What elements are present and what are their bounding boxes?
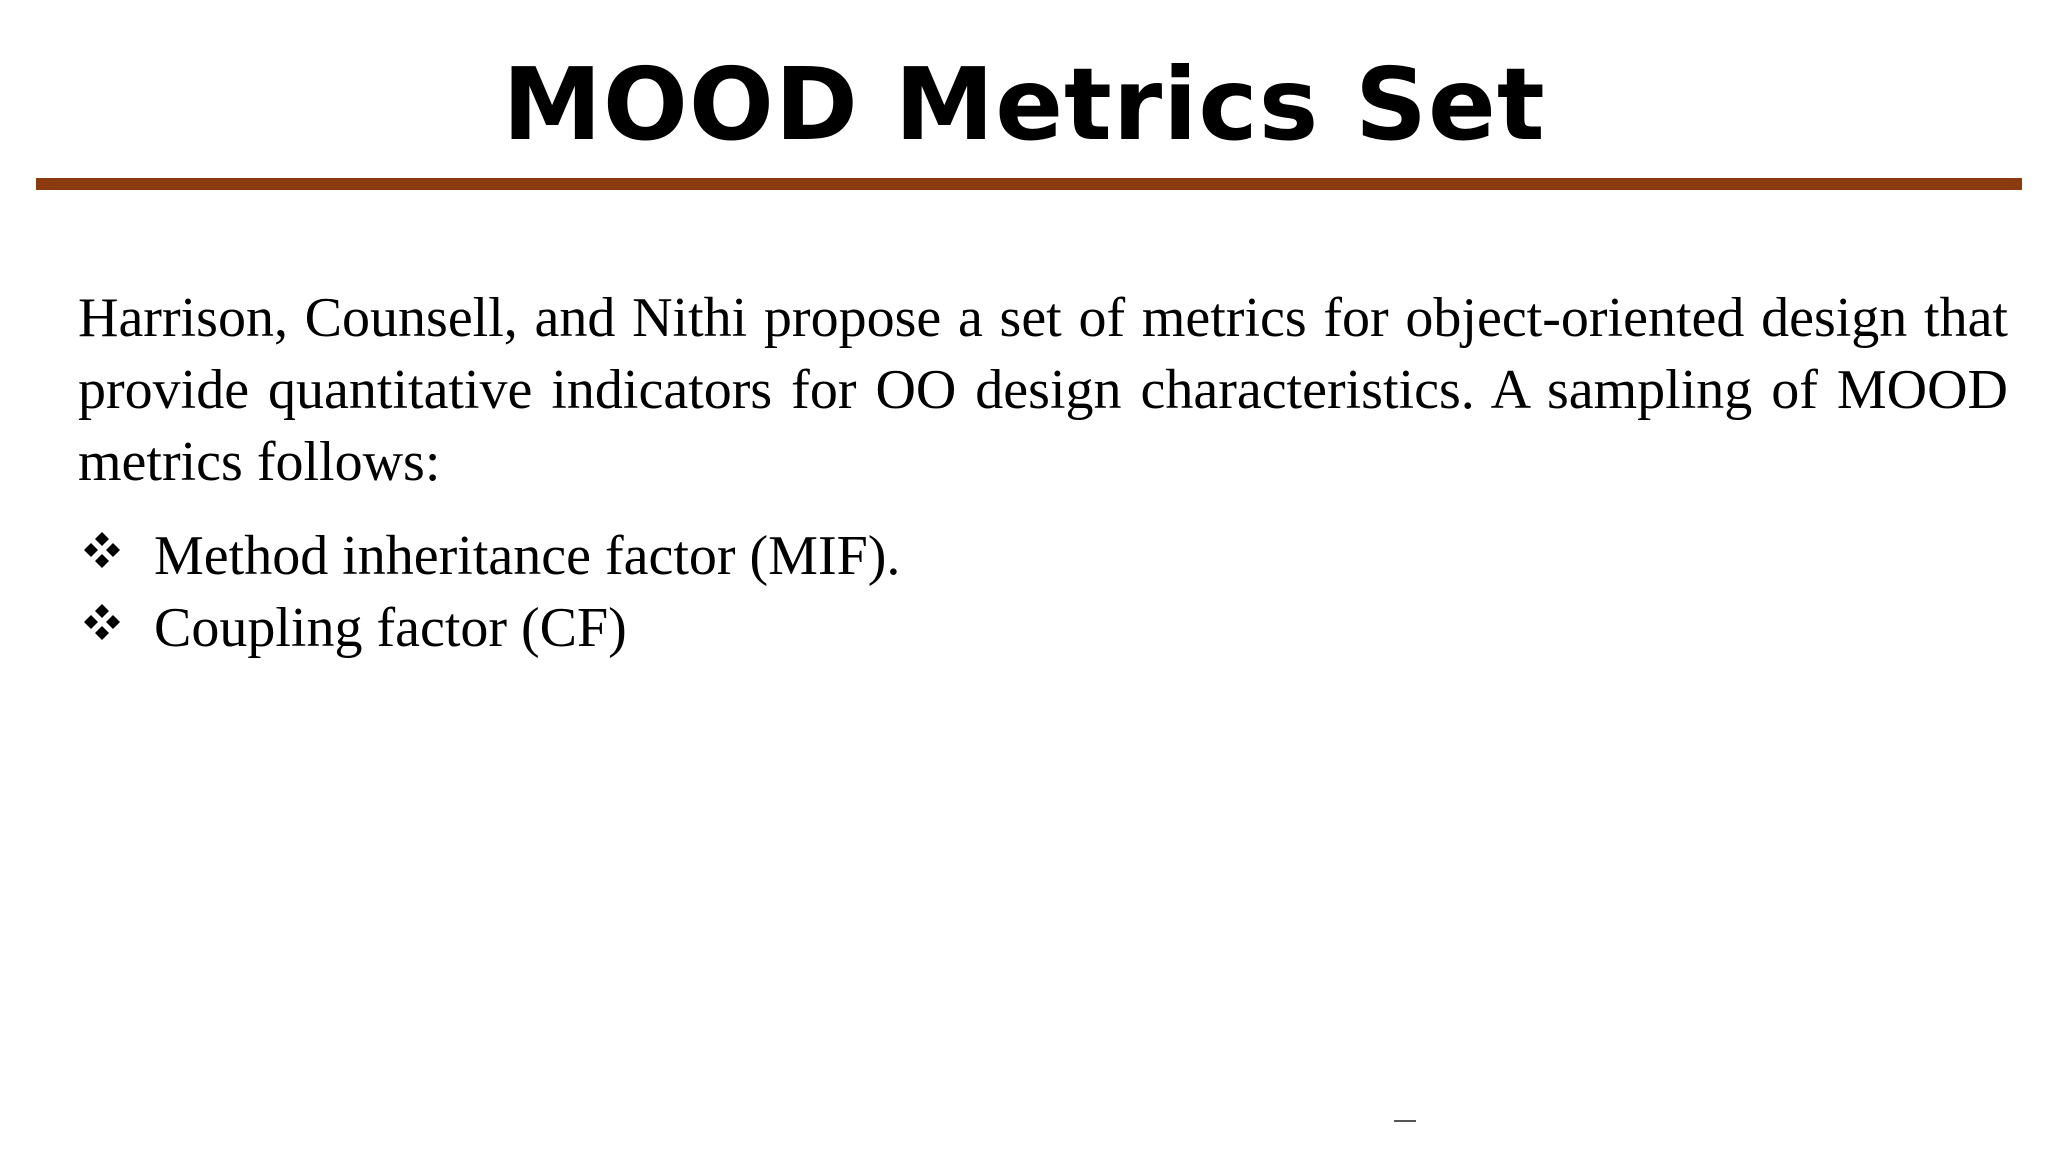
list-item — [78, 592, 1978, 664]
page-marker — [1394, 1120, 1416, 1122]
bullet-text: Method inheritance factor (MIF). — [154, 525, 901, 587]
diamond-cluster-icon — [82, 602, 122, 642]
list-item — [78, 520, 1978, 592]
metrics-list — [78, 520, 1978, 664]
title-divider — [36, 178, 2022, 190]
intro-paragraph: Harrison, Counsell, and Nithi propose a set of metrics for object-oriented design that provide quantitative indicators for OO design characteristics. A sampling of MOOD metrics follows: — [78, 287, 2008, 493]
diamond-cluster-icon — [82, 530, 122, 570]
bullet-text: Coupling factor (CF) — [154, 597, 627, 659]
slide-title: MOOD Metrics Set — [502, 46, 1546, 163]
